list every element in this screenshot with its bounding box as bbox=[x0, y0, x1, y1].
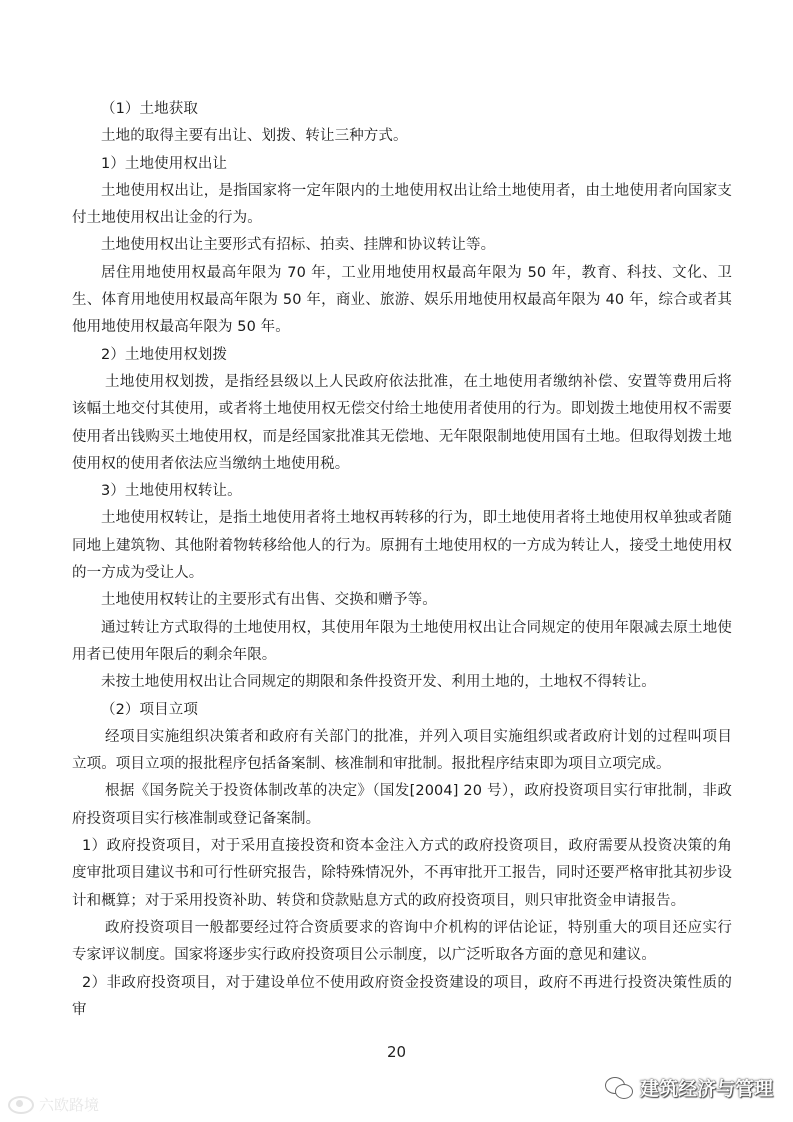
paragraph: 未按土地使用权出让合同规定的期限和条件投资开发、利用土地的，土地权不得转让。 bbox=[101, 674, 656, 691]
paragraph: 土地使用权转让的主要形式有出售、交换和赠予等。 bbox=[101, 592, 437, 609]
paragraph: 居住用地使用权最高年限为 70 年，工业用地使用权最高年限为 50 年，教育、科技、文化、卫生、体育用地使用权最高年限为 50 年，商业、旅游、娱乐用地使用权最高年限为 40 年，综合或者其他用地使用权最高年限为 50 年。 bbox=[72, 264, 732, 336]
paragraph: 通过转让方式取得的土地使用权，其使用年限为土地使用权出让合同规定的使用年限减去原土地使用者已使用年限后的剩余年限。 bbox=[72, 619, 732, 663]
paragraph: 经项目实施组织决策者和政府有关部门的批准，并列入项目实施组织或者政府计划的过程叫项目立项。项目立项的报批程序包括备案制、核准制和审批制。报批程序结束即为项目立项完成。 bbox=[72, 728, 732, 773]
paragraph: 土地使用权划拨，是指经县级以上人民政府依法批准，在土地使用者缴纳补偿、安置等费用后将该幅土地交付其使用，或者将土地使用权无偿交付给土地使用者使用的行为。即划拨土地使用权不需要使用者出钱购买土地使用权，而是经国家批准其无偿地、无年限限制地使用国有土地。但取得划拨土地使用权的使用者依法应当缴纳土地使用税。 bbox=[72, 373, 732, 472]
paragraph: 政府投资项目一般都要经过符合资质要求的咨询中介机构的评估论证，特别重大的项目还应实行专家评议制度。国家将逐步实行政府投资项目公示制度，以广泛听取各方面的意见和建议。 bbox=[72, 919, 732, 964]
paragraph: 土地的取得主要有出让、划拨、转让三种方式。 bbox=[101, 128, 408, 145]
paragraph: 土地使用权转让，是指土地使用者将土地权再转移的行为，即土地使用者将土地使用权单独或者随同地上建筑物、其他附着物转移给他人的行为。原拥有土地使用权的一方成为转让人，接受土地使用权的一方成为受让人。 bbox=[72, 510, 732, 582]
paragraph: 土地使用权出让，是指国家将一定年限内的土地使用权出让给土地使用者，由土地使用者向国家支付土地使用权出让金的行为。 bbox=[72, 182, 732, 227]
paragraph: （2）项目立项 bbox=[101, 701, 198, 718]
eye-logo-icon bbox=[8, 1096, 34, 1114]
watermark-left-text: 六欧路境 bbox=[39, 1096, 100, 1114]
wechat-icon bbox=[605, 1077, 633, 1099]
paragraph: 2）非政府投资项目，对于建设单位不使用政府资金投资建设的项目，政府不再进行投资决策性质的审 bbox=[72, 974, 732, 1018]
paragraph: 1）土地使用权出让 bbox=[101, 155, 228, 172]
watermark-right-text: 建筑经济与管理 bbox=[639, 1078, 773, 1100]
watermark-left bbox=[8, 1094, 99, 1115]
paragraph: 土地使用权出让主要形式有招标、拍卖、挂牌和协议转让等。 bbox=[101, 237, 496, 254]
page-number: 20 bbox=[386, 1043, 407, 1061]
paragraph: 根据《国务院关于投资体制改革的决定》（国发[2004] 20 号），政府投资项目实行审批制，非政府投资项目实行核准制或登记备案制。 bbox=[72, 783, 732, 827]
paragraph: 3）土地使用权转让。 bbox=[101, 483, 242, 500]
watermark-right bbox=[605, 1074, 773, 1101]
paragraph: （1）土地获取 bbox=[101, 101, 198, 117]
paragraph: 2）土地使用权划拨 bbox=[101, 346, 228, 363]
paragraph: 1）政府投资项目，对于采用直接投资和资本金注入方式的政府投资项目，政府需要从投资决策的角度审批项目建议书和可行性研究报告，除特殊情况外，不再审批开工报告，同时还要严格审批其初步设计和概算；对于采用投资补助、转贷和贷款贴息方式的政府投资项目，则只审批资金申请报告。 bbox=[72, 838, 732, 909]
document-body bbox=[72, 96, 732, 1024]
